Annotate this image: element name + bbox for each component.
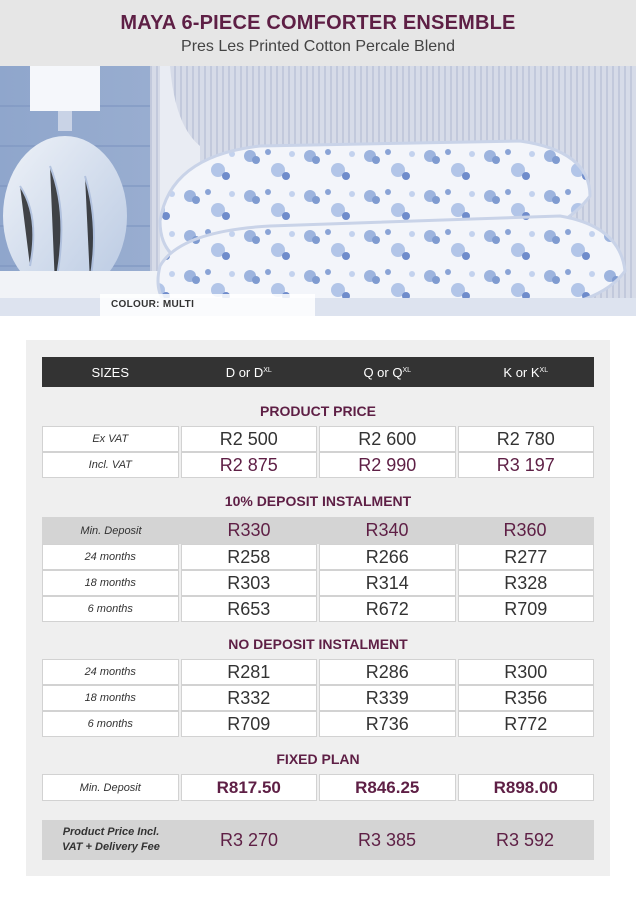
price-value: R709	[181, 711, 318, 737]
row-label: 6 months	[42, 596, 179, 622]
price-value: R898.00	[458, 774, 595, 801]
total-label-line1: Product Price Incl.	[62, 826, 160, 838]
sizes-header-row	[42, 357, 594, 387]
product-photo	[0, 66, 636, 316]
row-label: Min. Deposit	[42, 517, 180, 544]
row-label: Min. Deposit	[42, 774, 179, 801]
row-label: 18 months	[42, 570, 179, 596]
section-title-no-deposit-instalment: NO DEPOSIT INSTALMENT	[228, 636, 408, 652]
price-value: R286	[319, 659, 456, 685]
total-label-line2: VAT + Delivery Fee	[62, 841, 160, 853]
table-row-min-deposit	[42, 517, 594, 544]
price-value: R300	[458, 659, 595, 685]
row-label: Ex VAT	[42, 426, 179, 452]
section-title-fixed-plan: FIXED PLAN	[276, 751, 360, 767]
table-row	[42, 711, 594, 737]
price-value: R330	[180, 517, 318, 544]
row-label: Incl. VAT	[42, 452, 179, 478]
total-value: R3 385	[318, 820, 456, 860]
section-title-deposit-instalment: 10% DEPOSIT INSTALMENT	[224, 493, 412, 509]
product-subtitle: Pres Les Printed Cotton Percale Blend	[181, 38, 455, 55]
price-value: R339	[319, 685, 456, 711]
price-value: R672	[319, 596, 456, 622]
price-value: R266	[319, 544, 456, 570]
header-sizes: SIZES	[42, 357, 179, 387]
header-king: K or K $^{XL}$	[458, 357, 595, 387]
total-value: R3 270	[180, 820, 318, 860]
price-value: R258	[181, 544, 318, 570]
price-value: R3 197	[458, 452, 595, 478]
row-label: 18 months	[42, 685, 179, 711]
table-row	[42, 426, 594, 452]
table-row	[42, 659, 594, 685]
price-value: R328	[458, 570, 595, 596]
price-value: R332	[181, 685, 318, 711]
section-title-product-price: PRODUCT PRICE	[260, 403, 376, 419]
price-value: R2 600	[319, 426, 456, 452]
product-header	[0, 0, 636, 66]
price-value: R2 990	[319, 452, 456, 478]
price-value: R2 780	[458, 426, 595, 452]
colour-label: COLOUR: MULTI	[111, 299, 195, 310]
header-queen: Q or Q $^{XL}$	[319, 357, 456, 387]
row-label: 24 months	[42, 544, 179, 570]
price-value: R356	[458, 685, 595, 711]
price-value: R2 500	[181, 426, 318, 452]
price-value: R772	[458, 711, 595, 737]
price-value: R360	[456, 517, 594, 544]
price-value: R277	[458, 544, 595, 570]
total-label	[42, 820, 180, 860]
price-value: R846.25	[319, 774, 456, 801]
row-label: 24 months	[42, 659, 179, 685]
price-value: R314	[319, 570, 456, 596]
table-row	[42, 452, 594, 478]
table-row	[42, 570, 594, 596]
price-value: R736	[319, 711, 456, 737]
price-value: R817.50	[181, 774, 318, 801]
total-value: R3 592	[456, 820, 594, 860]
table-row	[42, 774, 594, 801]
price-value: R709	[458, 596, 595, 622]
row-label: 6 months	[42, 711, 179, 737]
product-title: MAYA 6-PIECE COMFORTER ENSEMBLE	[120, 12, 516, 34]
price-value: R2 875	[181, 452, 318, 478]
table-row	[42, 596, 594, 622]
header-double: D or D $^{XL}$	[181, 357, 318, 387]
price-value: R653	[181, 596, 318, 622]
table-row-total	[42, 820, 594, 860]
table-row	[42, 544, 594, 570]
table-row	[42, 685, 594, 711]
price-value: R303	[181, 570, 318, 596]
price-value: R340	[318, 517, 456, 544]
price-value: R281	[181, 659, 318, 685]
